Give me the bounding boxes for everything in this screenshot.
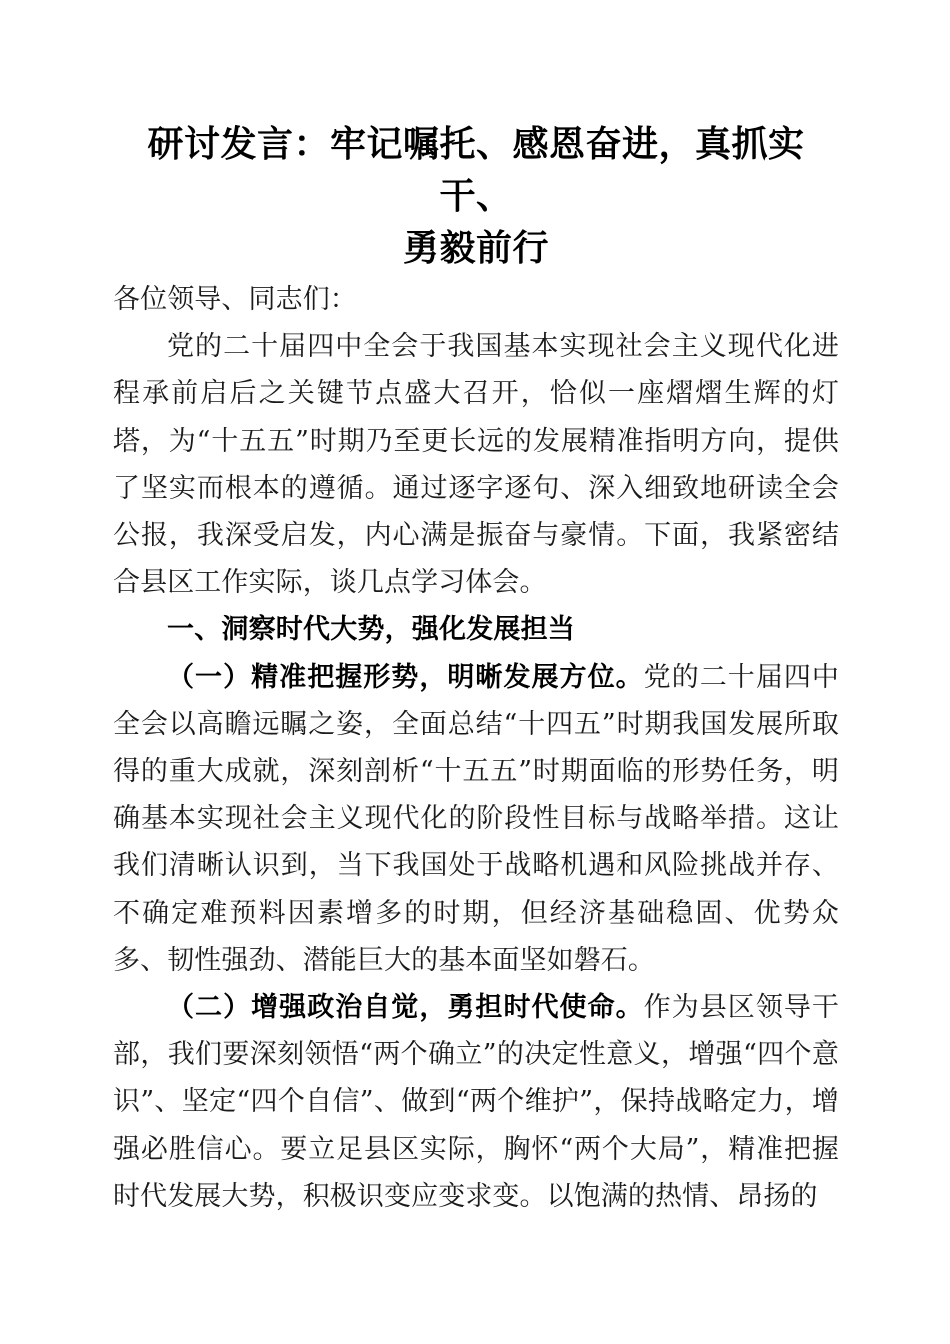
document-title [113,0,839,274]
subsection-lead-1: （一）精准把握形势，明晰发展方位。 [167,661,644,693]
salutation-line: 各位领导、同志们： [113,284,357,315]
document-title-line-2: 勇毅前行 [402,228,549,268]
intro-paragraph: 党的二十届四中全会于我国基本实现社会主义现代化进程承前启后之关键节点盛大召开，恰似一座熠熠生辉的灯塔，为“十五五”时期乃至更长远的发展精准指明方向，提供了坚实而根本的遵循。通过逐字逐句、深入细致地研读全会公报，我深受启发，内心满是振奋与豪情。下面，我紧密结合县区工作实际，谈几点学习体会。 [113,331,839,599]
section-heading-1: 一、洞察时代大势，强化发展担当 [167,614,575,645]
subsection-lead-2: （二）增强政治自觉，勇担时代使命。 [167,992,644,1024]
subsection-paragraph-1 [113,654,839,984]
document-title-line-1: 研讨发言：牢记嘱托、感恩奋进，真抓实干、 [147,124,805,216]
document-content-column [113,0,839,1220]
subsection-text-2: 作为县区领导干部，我们要深刻领悟“两个确立”的决定性意义，增强“四个意识”、坚定“四个自信”、做到“两个维护”，保持战略定力，增强必胜信心。要立足县区实际，胸怀“两个大局”，精准把握时代发展大势，积极识变应变求变。以饱满的热情、昂扬的 [113,992,840,1212]
subsection-paragraph-2 [113,984,839,1220]
subsection-text-1: 党的二十届四中全会以高瞻远瞩之姿，全面总结“十四五”时期我国发展所取得的重大成就，深刻剖析“十五五”时期面临的形势任务，明确基本实现社会主义现代化的阶段性目标与战略举措。这让我们清晰认识到，当下我国处于战略机遇和风险挑战并存、不确定难预料因素增多的时期，但经济基础稳固、优势众多、韧性强劲、潜能巨大的基本面坚如磐石。 [113,661,840,976]
